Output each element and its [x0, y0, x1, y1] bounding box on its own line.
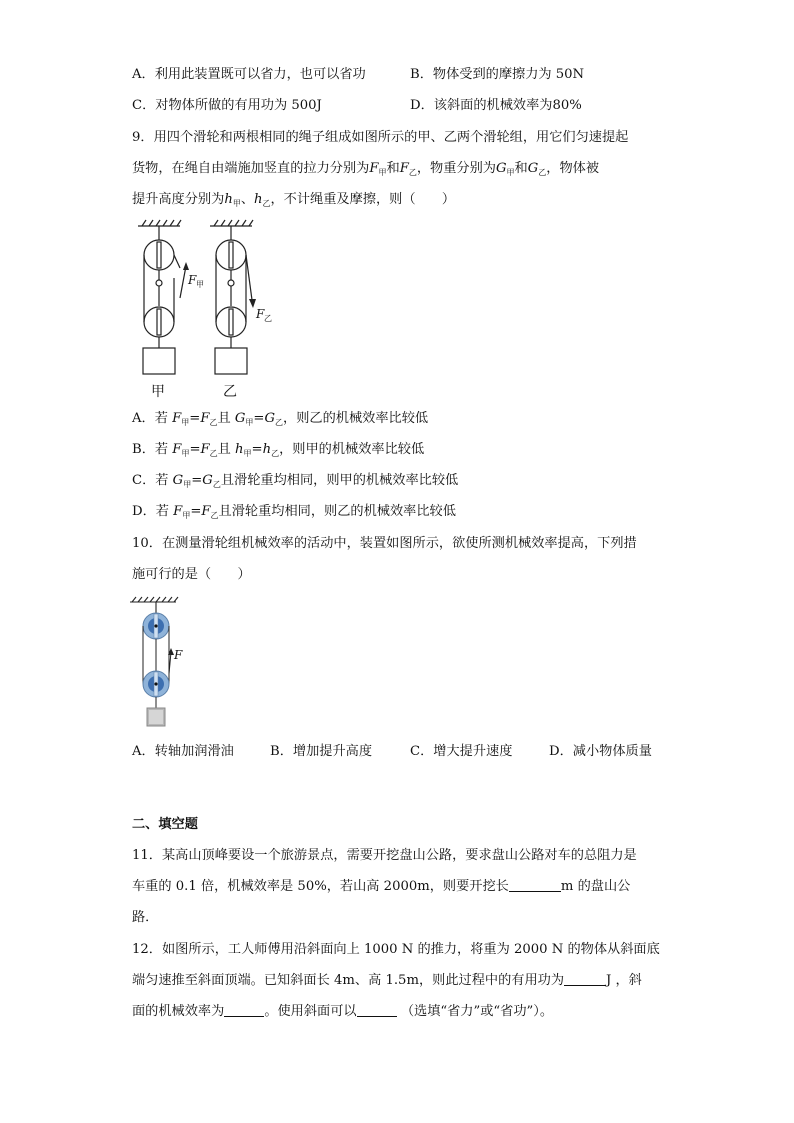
q12-stem-line1: 12．如图所示，工人师傅用沿斜面向上 1000 N 的推力，将重为 2000 N 的物体从斜面底 — [132, 942, 660, 957]
q9-stem-line1: 9．用四个滑轮和两根相同的绳子组成如图所示的甲、乙两个滑轮组，用它们匀速提起 — [132, 130, 629, 145]
q11-answer-blank[interactable] — [509, 877, 561, 892]
q9-stem-line2: 货物，在绳自由端施加竖直的拉力分别为$F_甲$和$F_乙$，物重分别为$G_甲$和$G_乙$，物体被 — [132, 161, 600, 177]
q10-stem-line1: 10．在测量滑轮组机械效率的活动中，装置如图所示，欲使所测机械效率提高，下列措 — [132, 536, 637, 551]
q9-fig-f-yi-label: F — [256, 307, 265, 321]
q10-option-a: A．转轴加润滑油 — [132, 744, 234, 759]
q11-stem-line1: 11．某高山顶峰要设一个旅游景点，需要开挖盘山公路，要求盘山公路对车的总阻力是 — [132, 848, 637, 863]
q9-fig-label-jia: 甲 — [151, 384, 165, 400]
q9-option-b: B．若 $F_甲=F_乙$且 $h_甲=h_乙$，则甲的机械效率比较低 — [132, 442, 425, 458]
section-title-fill-in: 二、填空题 — [132, 817, 198, 832]
q10-stem-line2: 施可行的是（ ） — [132, 567, 251, 582]
q9-fig-label-yi: 乙 — [223, 384, 237, 400]
q8-option-d: D．该斜面的机械效率为80% — [410, 98, 582, 113]
q10-option-b: B．增加提升高度 — [270, 744, 373, 759]
q9-fig-f-yi-sub: 乙 — [264, 314, 272, 323]
q12-stem-line2: 端匀速推至斜面顶端。已知斜面长 4m、高 1.5m，则此过程中的有用功为 J ，斜 — [132, 973, 642, 988]
q9-fig-f-jia-label: F — [188, 273, 197, 287]
q12-answer-blank-work[interactable] — [564, 971, 606, 986]
q9-stem-line3: 提升高度分别为$h_甲$、$h_乙$，不计绳重及摩擦，则（ ） — [132, 192, 456, 208]
q11-stem-line2: 车重的 0.1 倍，机械效率是 50%，若山高 2000m，则要开挖长 m 的盘山公 — [132, 879, 631, 894]
q9-fig-f-jia-sub: 甲 — [196, 280, 204, 289]
q12-answer-blank-choice[interactable] — [357, 1002, 397, 1017]
q8-option-c: C．对物体所做的有用功为 500J — [132, 98, 322, 113]
q8-option-b: B．物体受到的摩擦力为 50N — [410, 67, 585, 82]
q10-fig-f-label: F — [174, 648, 183, 662]
q9-pulley-figure — [130, 218, 290, 403]
q10-pulley-figure — [128, 596, 198, 730]
q9-option-a: A．若 $F_甲=F_乙$且 $G_甲=G_乙$，则乙的机械效率比较低 — [132, 411, 429, 427]
q10-option-d: D．减小物体质量 — [549, 744, 652, 759]
q12-answer-blank-efficiency[interactable] — [224, 1002, 264, 1017]
q8-option-a: A．利用此装置既可以省力，也可以省功 — [132, 67, 366, 82]
q11-stem-line3: 路． — [132, 910, 159, 925]
q10-option-c: C．增大提升速度 — [410, 744, 513, 759]
q9-option-c: C．若 $G_甲=G_乙$且滑轮重均相同，则甲的机械效率比较低 — [132, 473, 459, 489]
q9-option-d: D．若 $F_甲=F_乙$且滑轮重均相同，则乙的机械效率比较低 — [132, 504, 456, 520]
q12-stem-line3: 面的机械效率为 。使用斜面可以 （选填“省力”或“省功”）。 — [132, 1004, 554, 1019]
